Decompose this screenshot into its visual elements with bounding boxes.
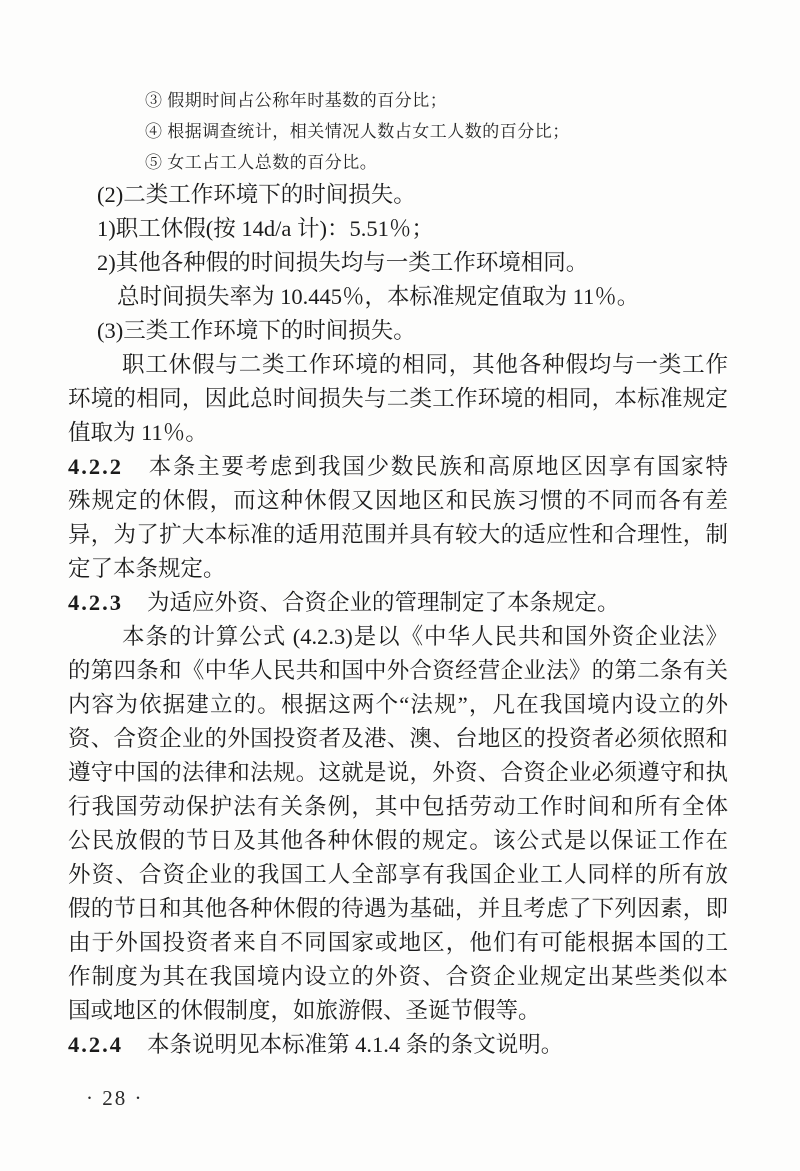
clause-line (68, 586, 728, 620)
text-line: 资、合资企业的外国投资者及港、澳、台地区的投资者必须依照和 (68, 726, 728, 751)
text-line: 由于外国投资者来自不同国家或地区，他们有可能根据本国的工 (68, 930, 728, 955)
text-line: 行我国劳动保护法有关条例，其中包括劳动工作时间和所有全体 (68, 794, 728, 819)
text-line: 国或地区的休假制度，如旅游假、圣诞节假等。 (68, 998, 541, 1023)
clause-line (68, 450, 728, 484)
text-line: 遵守中国的法律和法规。这就是说，外资、合资企业必须遵守和执 (68, 760, 728, 785)
text-line: 定了本条规定。 (68, 556, 226, 581)
clause-number: 4.2.2 (68, 454, 123, 479)
text-line: 职工休假与二类工作环境的相同，其他各种假均与一类工作 (122, 352, 728, 377)
text-line: 环境的相同，因此总时间损失与二类工作环境的相同，本标准规定 (68, 386, 728, 411)
sub-item-line: ④ 根据调查统计，相关情况人数占女工人数的百分比； (145, 122, 570, 141)
text-line: (3)三类工作环境下的时间损失。 (97, 318, 416, 343)
clause-text: 为适应外资、合资企业的管理制定了本条规定。 (147, 590, 620, 615)
text-line: 外资、合资企业的我国工人全部享有我国企业工人同样的所有放 (68, 862, 728, 887)
text-line: 公民放假的节日及其他各种休假的规定。该公式是以保证工作在 (68, 828, 728, 853)
text-line: 2)其他各种假的时间损失均与一类工作环境相同。 (97, 250, 589, 275)
clause-line (68, 1028, 728, 1062)
text-line: 作制度为其在我国境内设立的外资、合资企业规定出某些类似本 (68, 964, 728, 989)
page-number (86, 1083, 144, 1113)
text-line: 1)职工休假(按 14d/a 计)：5.51％； (97, 216, 434, 241)
text-line: 的第四条和《中华人民共和国中外合资经营企业法》的第二条有关 (68, 658, 728, 683)
sub-item-line: ③ 假期时间占公称年时基数的百分比； (145, 91, 448, 110)
clause-text: 本条说明见本标准第 4.1.4 条的条文说明。 (147, 1032, 564, 1057)
body-text (68, 178, 728, 1062)
text-line: 本条的计算公式 (4.2.3)是以《中华人民共和国外资企业法》 (122, 624, 728, 649)
text-line: 殊规定的休假，而这种休假又因地区和民族习惯的不同而各有差 (68, 488, 728, 513)
text-line: 假的节日和其他各种休假的待遇为基础，并且考虑了下列因素，即 (68, 896, 728, 921)
sub-item-line: ⑤ 女工占工人总数的百分比。 (145, 153, 378, 172)
text-line: 总时间损失率为 10.445％，本标准规定值取为 11％。 (117, 284, 640, 309)
clause-text: 本条主要考虑到我国少数民族和高原地区因享有国家特 (147, 454, 728, 479)
text-line: 内容为依据建立的。根据这两个“法规”，凡在我国境内设立的外 (68, 692, 728, 717)
text-line: 异，为了扩大本标准的适用范围并具有较大的适应性和合理性，制 (68, 522, 728, 547)
text-line: (2)二类工作环境下的时间损失。 (97, 182, 416, 207)
numbered-sub-items (145, 85, 705, 178)
page-number-label: · 28 · (86, 1086, 144, 1110)
clause-number: 4.2.3 (68, 590, 123, 615)
text-line: 值取为 11％。 (68, 420, 208, 445)
clause-number: 4.2.4 (68, 1032, 123, 1057)
